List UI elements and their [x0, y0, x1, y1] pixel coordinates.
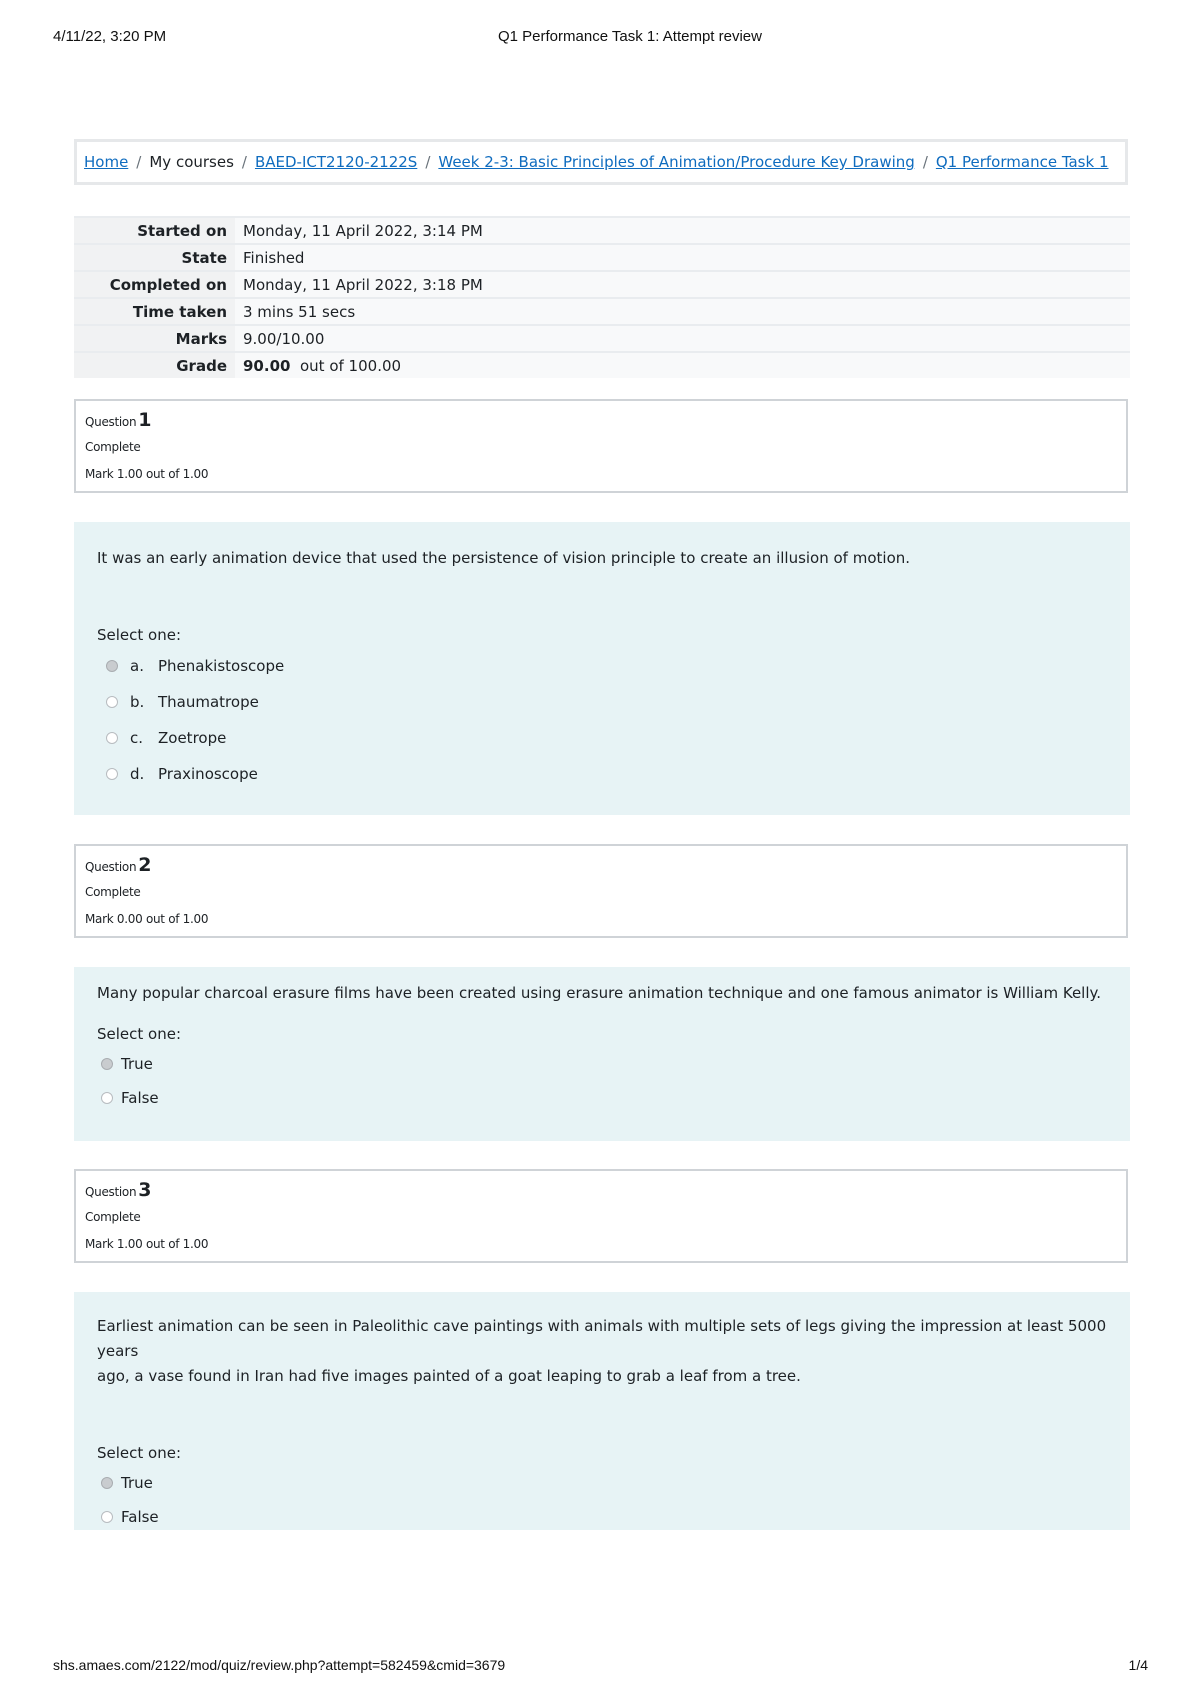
question-text-line: Earliest animation can be seen in Paleolithic cave paintings with animals with multiple sets of legs giving the impression at least 5000 years [97, 1317, 1107, 1360]
summary-row-grade [74, 352, 1130, 378]
breadcrumb-separator: / [922, 153, 928, 171]
summary-value: Finished [235, 244, 1130, 271]
option-text: False [121, 1508, 159, 1526]
option-letter: a. [130, 657, 144, 675]
option-text: True [121, 1474, 153, 1492]
summary-row-state [74, 244, 1130, 271]
print-url: shs.amaes.com/2122/mod/quiz/review.php?attempt=582459&cmid=3679 [53, 1657, 506, 1673]
question-label: Question [85, 860, 137, 874]
question-info [74, 1169, 1128, 1263]
radio-button[interactable] [106, 768, 118, 780]
radio-button[interactable] [101, 1511, 113, 1523]
summary-label: Marks [74, 325, 235, 352]
question-info [74, 399, 1128, 493]
summary-row-started [74, 217, 1130, 244]
print-footer [0, 1657, 1200, 1677]
breadcrumb [74, 139, 1128, 185]
radio-button[interactable] [101, 1477, 113, 1489]
radio-button[interactable] [106, 696, 118, 708]
summary-row-time-taken [74, 298, 1130, 325]
summary-value: 3 mins 51 secs [235, 298, 1130, 325]
radio-button[interactable] [106, 660, 118, 672]
question-number [85, 409, 1117, 435]
option-text: Praxinoscope [158, 765, 258, 783]
page-number: 1/4 [1128, 1657, 1148, 1673]
summary-label: State [74, 244, 235, 271]
question-number-value: 1 [138, 409, 152, 431]
grade-out-of: out of 100.00 [300, 356, 402, 375]
answer-option[interactable] [97, 684, 1107, 720]
summary-label: Completed on [74, 271, 235, 298]
question-state: Complete [85, 1210, 141, 1224]
question-label: Question [85, 1185, 137, 1199]
option-text: Phenakistoscope [158, 657, 285, 675]
question-info [74, 844, 1128, 938]
breadcrumb-separator: / [136, 153, 142, 171]
summary-row-completed [74, 271, 1130, 298]
question-mark: Mark 1.00 out of 1.00 [85, 1237, 209, 1251]
breadcrumb-course-link[interactable]: BAED-ICT2120-2122S [254, 153, 418, 171]
summary-row-marks [74, 325, 1130, 352]
question-mark: Mark 1.00 out of 1.00 [85, 467, 209, 481]
option-letter: b. [130, 693, 145, 711]
question-text [97, 1314, 1107, 1389]
question-number [85, 1179, 1117, 1205]
answer-option[interactable] [97, 756, 1107, 792]
option-text: True [121, 1055, 153, 1073]
answer-option[interactable] [97, 1081, 1107, 1115]
radio-button[interactable] [106, 732, 118, 744]
summary-label: Started on [74, 217, 235, 244]
breadcrumb-separator: / [241, 153, 247, 171]
radio-button[interactable] [101, 1058, 113, 1070]
answer-option[interactable] [97, 1047, 1107, 1081]
question-number-value: 2 [138, 854, 152, 876]
question-content [74, 522, 1130, 815]
answer-option[interactable] [97, 1500, 1107, 1534]
option-text: Zoetrope [158, 729, 227, 747]
answer-option[interactable] [97, 648, 1107, 684]
summary-value: Monday, 11 April 2022, 3:18 PM [235, 271, 1130, 298]
question-number [85, 854, 1117, 880]
question-state: Complete [85, 440, 141, 454]
attempt-summary-table [74, 216, 1130, 378]
print-header [0, 28, 1200, 48]
option-text: False [121, 1089, 159, 1107]
summary-label: Grade [74, 352, 235, 378]
summary-value [235, 352, 1130, 378]
option-letter: c. [130, 729, 144, 747]
answer-option[interactable] [97, 720, 1107, 756]
print-date: 4/11/22, 3:20 PM [53, 28, 167, 45]
question-label: Question [85, 415, 137, 429]
grade-value: 90.00 [243, 356, 291, 375]
print-title: Q1 Performance Task 1: Attempt review [497, 28, 762, 45]
breadcrumb-home-link[interactable]: Home [84, 153, 129, 171]
question-text: Many popular charcoal erasure films have been created using erasure animation technique and one famous animator is William Kelly. [97, 984, 1102, 1002]
summary-label: Time taken [74, 298, 235, 325]
question-text: It was an early animation device that used the persistence of vision principle to create an illusion of motion. [97, 549, 911, 567]
question-content [74, 967, 1130, 1141]
question-mark: Mark 0.00 out of 1.00 [85, 912, 209, 926]
breadcrumb-quiz-link[interactable]: Q1 Performance Task 1 [935, 153, 1109, 171]
question-number-value: 3 [138, 1179, 152, 1201]
select-prompt: Select one: [97, 1444, 182, 1462]
question-content [74, 1292, 1130, 1530]
summary-value: Monday, 11 April 2022, 3:14 PM [235, 217, 1130, 244]
option-letter: d. [130, 765, 145, 783]
summary-value: 9.00/10.00 [235, 325, 1130, 352]
select-prompt: Select one: [97, 1025, 182, 1043]
breadcrumb-my-courses: My courses [149, 153, 234, 171]
select-prompt: Select one: [97, 626, 182, 644]
breadcrumb-separator: / [425, 153, 431, 171]
question-state: Complete [85, 885, 141, 899]
option-text: Thaumatrope [158, 693, 259, 711]
radio-button[interactable] [101, 1092, 113, 1104]
question-text-line: ago, a vase found in Iran had five images painted of a goat leaping to grab a leaf from a tree. [97, 1367, 801, 1385]
breadcrumb-week-link[interactable]: Week 2-3: Basic Principles of Animation/Procedure Key Drawing [438, 153, 915, 171]
answer-option[interactable] [97, 1466, 1107, 1500]
